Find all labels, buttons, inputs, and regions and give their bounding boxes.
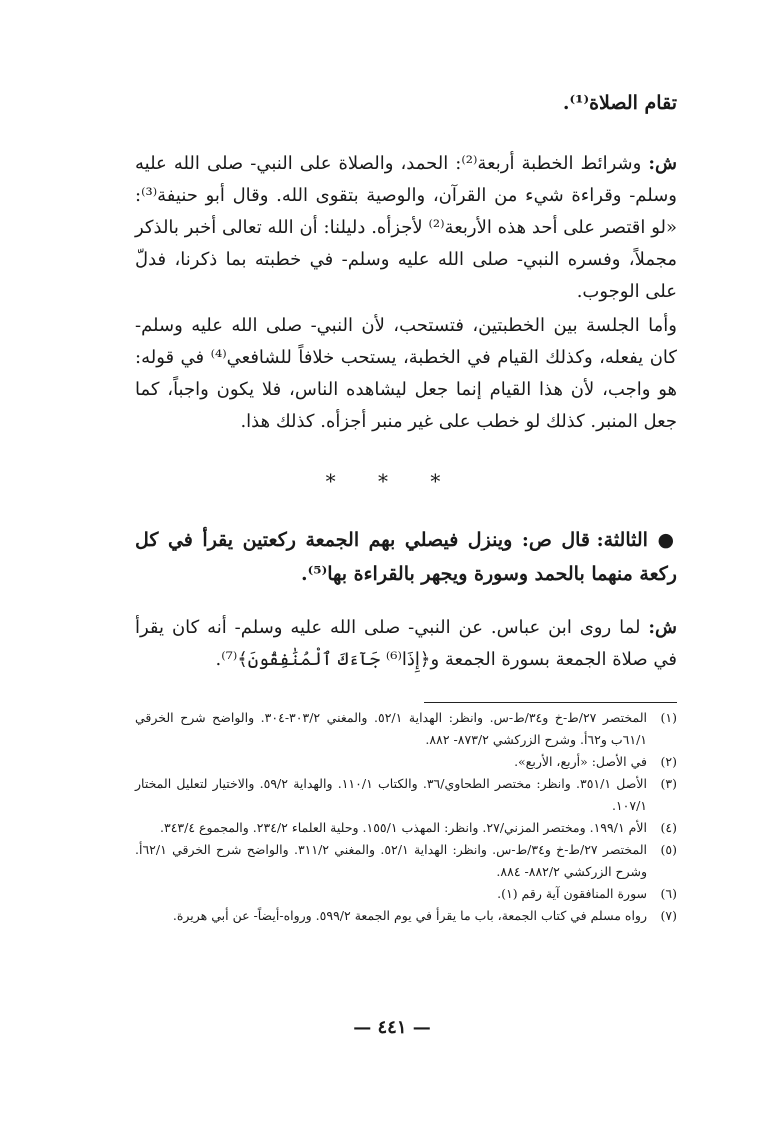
footnote-text: المختصر ٢٧/ط-خ و٣٤/ط-س. وانظر: الهداية ٥٢/١. والمغني ٣٠٣/٢-٣٠٤. والواضح شرح الخرقي ٦١/١ب و٦٢أ. وشرح الزركشي ٨٧٣/٢- ٨٨٢.: [135, 710, 648, 747]
footnote: [135, 905, 677, 927]
paragraph-4-label: ش:: [648, 617, 677, 638]
section-separator: ⁎ ⁎ ⁎: [325, 463, 459, 487]
footnote-text: في الأصل: «أربع، الأربع».: [514, 754, 647, 769]
footnote-number: (٥): [660, 842, 677, 857]
paragraph-1: [135, 148, 677, 308]
footnote-text: رواه مسلم في كتاب الجمعة، باب ما يقرأ في يوم الجمعة ٥٩٩/٢. ورواه-أيضاً- عن أبي هريرة.: [172, 908, 647, 923]
footnote-number: (٦): [660, 886, 677, 901]
footnote-number: (٤): [660, 820, 677, 835]
footnote: [135, 751, 677, 773]
paragraph-1-text: وشرائط الخطبة أربعة⁽²⁾: الحمد، والصلاة على النبي- صلى الله عليه وسلم- وقراءة شيء من القرآن، والوصية بتقوى الله. وقال أبو حنيفة⁽³⁾: «لو اقتصر على أحد هذه الأربعة⁽²⁾ لأجزأه. دليلنا: أن الله تعالى أخبر بالذكر مجملاً، وفسره النبي- صلى الله عليه وسلم- في خطبته بما ذكرنا، فدلّ على الوجوب.: [135, 153, 677, 302]
footnote-text: سورة المنافقون آية رقم (١).: [497, 886, 647, 901]
paragraph-3: [135, 523, 677, 591]
paragraph-3-text: قال ص: وينزل فيصلي بهم الجمعة ركعتين يقرأ في كل ركعة منهما بالحمد وسورة ويجهر بالقراءة بها⁽⁵⁾.: [135, 529, 677, 585]
footnote-number: (٧): [660, 908, 677, 923]
footnote-number: (٢): [660, 754, 677, 769]
paragraph-1-label: ش:: [648, 153, 677, 174]
paragraph-3-label: الثالثة:: [596, 529, 648, 551]
footnote-number: (١): [660, 710, 677, 725]
paragraph-2: وأما الجلسة بين الخطبتين، فتستحب، لأن النبي- صلى الله عليه وسلم- كان يفعله، وكذلك القيام في الخطبة، يستحب خلافاً للشافعي⁽⁴⁾ في قوله: هو واجب، لأن هذا القيام إنما جعل ليشاهده الناس، فلا يكون واجباً، كما جعل المنبر. كذلك لو خطب على غير منبر أجزأه. كذلك هذا.: [135, 315, 677, 432]
footnote-divider: [424, 702, 677, 703]
paragraph-4-text: لما روى ابن عباس. عن النبي- صلى الله عليه وسلم- أنه كان يقرأ في صلاة الجمعة بسورة الجمعة و﴿إِذَا⁽⁶⁾ جَآءَكَ ٱلْمُنَٰفِقُونَ﴾⁽⁷⁾.: [135, 617, 677, 670]
footnote: [135, 839, 677, 883]
footnotes: [135, 707, 677, 927]
heading-line: تقام الصلاة⁽¹⁾.: [562, 92, 677, 114]
paragraph-4: [135, 612, 677, 676]
footnote-text: الأم ١٩٩/١. ومختصر المزني/٢٧. وانظر: المهذب ١٥٥/١. وحلية العلماء ٢٣٤/٢. والمجموع ٣٤٣/٤.: [160, 820, 647, 835]
footnote: [135, 883, 677, 905]
footnote: [135, 707, 677, 751]
footnote-text: المختصر ٢٧/ط-خ و٣٤/ط-س. وانظر: الهداية ٥٢/١. والمغني ٣١١/٢. والواضح شرح الخرقي ٦٢/١أ. وشرح الزركشي ٨٨٢/٢- ٨٨٤.: [135, 842, 648, 879]
footnote-text: الأصل ٣٥١/١. وانظر: مختصر الطحاوي/٣٦. والكتاب ١١٠/١. والهداية ٥٩/٢. والاختيار لتعليل المختار ١٠٧/١.: [135, 776, 647, 813]
bullet-icon: ●: [657, 529, 677, 551]
footnote-number: (٣): [660, 776, 677, 791]
page-number: — ٤٤١ —: [353, 1017, 431, 1038]
footnote: [135, 817, 677, 839]
footnote: [135, 773, 677, 817]
